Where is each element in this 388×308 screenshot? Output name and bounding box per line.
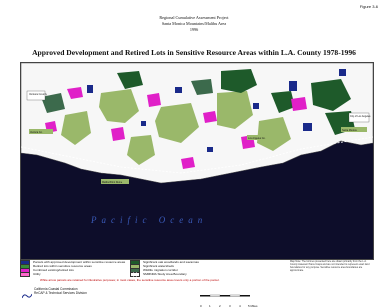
legend-item-watershed: Significant watersheds — [130, 264, 260, 268]
legend-item-wildlife: Wildlife migration corridor — [130, 268, 260, 272]
legend-item-boundary: SMMNRA Study Area Boundary — [130, 272, 260, 276]
map-frame — [20, 62, 374, 260]
legend-note: White arrow parcels are retained for illustrative purposes; in most cases, the sensitive resource area covers only a portion of the parcel. — [40, 278, 220, 282]
swatch-utility — [20, 272, 30, 277]
commission-wave-icon — [22, 292, 32, 300]
scale-bar — [200, 286, 260, 308]
legend-item-approved: Parcels with approved development within sensitive resource areas — [20, 260, 130, 264]
header-area: Santa Monica Mountains/Malibu Area — [161, 21, 227, 26]
legend-item-oak: Significant oak woodlands and savannas — [130, 260, 260, 264]
figure-label: Figure 3-6 — [359, 4, 378, 9]
ventura-co-tag: Ventura Co. — [30, 131, 43, 134]
pacific-ocean-label: Pacific Ocean — [91, 215, 208, 225]
legend — [20, 258, 372, 308]
legend-item-retired: Retired lots within sensitive resource areas — [20, 264, 130, 268]
ventura-county-label: Ventura County — [29, 93, 47, 96]
header-year: 1996 — [189, 27, 199, 32]
commission-logo — [22, 287, 32, 305]
legend-item-combined: Combined existing/retired lots — [20, 268, 130, 272]
scale-ticks: 0 1 2 3 4 5 Miles — [200, 304, 258, 308]
legend-item-utility: Utility — [20, 272, 130, 276]
legend-left — [20, 260, 130, 276]
commission-text: California Coastal Commission ReCAP & Technical Services Division — [34, 287, 87, 295]
header-project: Regional Cumulative Assessment Project — [159, 15, 229, 20]
report-header — [0, 15, 388, 33]
scale-bar-graphic — [200, 294, 260, 299]
legend-right — [130, 260, 260, 276]
swatch-boundary — [130, 272, 140, 277]
map-canvas — [21, 63, 373, 259]
santa-monica-tag: Santa Monica — [342, 129, 357, 132]
la-co-tag: Los Angeles Co. — [248, 137, 266, 140]
map-title: Approved Development and Retired Lots in Sensitive Resource Areas within L.A. County 1978-1996 — [32, 48, 356, 57]
malibu-tag: Malibu/Point Dume — [102, 181, 123, 184]
map-note: Map Note: The lot lines presented here are drawn primarily from the L.A. County Assessor Parcel maps and are not intended to represent exact land boundaries for any purpose. Sensitive resource area boundaries are approximate. — [290, 260, 370, 273]
city-la-label: City of Los Angeles — [350, 115, 371, 118]
